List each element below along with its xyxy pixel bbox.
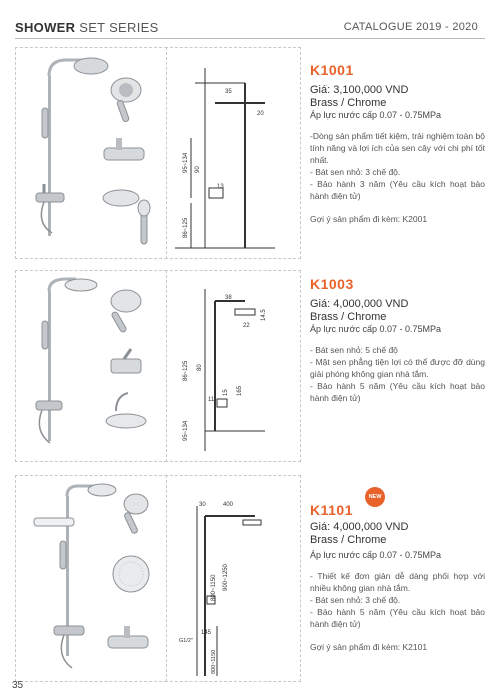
product-1-drawing-panel [165,47,301,259]
dim-label-145: 145 [201,630,212,636]
handheld-detail-head [138,200,150,216]
series-title-bold: SHOWER [15,20,76,35]
dim-label-15: 15 [223,389,229,396]
rain-head-detail [103,190,139,206]
product-2-material: Brass / Chrome [310,311,387,323]
product-3-model: K1101 [310,502,353,518]
product-3-shower-image [16,476,166,681]
dim-label-400: 400 [223,502,234,508]
product-1-description [310,130,485,202]
product-1-desc-line: - Bát sen nhỏ: 3 chế độ. [310,167,401,177]
hand-shower-small [42,108,48,138]
series-title-rest: SET SERIES [75,20,159,35]
product-3-desc-line: - Bát sen nhỏ: 3 chế độ. [310,595,401,605]
mixer-detail [111,359,141,373]
product-2-desc-line: - Bảo hành 5 năm (Yêu cầu kích hoạt bảo hành điện tử) [310,381,485,403]
dim-label-g12: G1/2" [179,638,193,644]
riser-pipe [48,76,51,236]
drawing-head [235,309,255,315]
mixer-detail-lever [124,626,130,638]
product-1-pressure: Áp lực nước cấp 0.07 - 0.75MPa [310,110,442,120]
hand-shower-handle [111,311,127,333]
product-2-shower-image [16,271,166,461]
product-2-price: Giá: 4,000,000 VND [310,298,409,310]
product-3-tech-drawing [165,476,300,681]
dim-label-80: 80 [197,364,203,371]
header-divider [15,38,485,39]
product-1-shower-image [16,48,166,258]
product-1-price: Giá: 3,100,000 VND [310,84,409,96]
rain-head-detail-arm [116,393,128,411]
dim-label-11: 11 [208,397,215,403]
product-1-photo-panel [15,47,167,259]
product-3-suggestion: Gợi ý sản phẩm đi kèm: K2101 [310,642,428,652]
mixer-body [36,401,62,410]
product-3-price: Giá: 4,000,000 VND [310,521,409,533]
product-1-material: Brass / Chrome [310,97,387,109]
dim-label-14-5: 14.5 [261,309,267,321]
product-2-details [310,276,485,404]
product-1-desc-line: -Dòng sản phẩm tiết kiệm, trải nghiệm toàn bộ tính năng và lợi ích của sen cây với chi phí tốt nhất. [310,131,485,165]
product-3-material: Brass / Chrome [310,534,387,546]
rain-head [74,58,108,74]
page-header [0,0,500,38]
product-3-description [310,570,485,630]
hand-shower-small [60,541,66,569]
product-3-desc-line: - Thiết kế đơn giản dễ dàng phối hợp với nhiều không gian nhà tắm. [310,571,485,593]
product-1-suggestion: Gợi ý sản phẩm đi kèm: K2001 [310,214,428,224]
shelf [34,518,74,526]
product-3-pressure: Áp lực nước cấp 0.07 - 0.75MPa [310,550,442,560]
hand-shower-handle [124,512,139,534]
dim-label-95-134: 95~134 [183,420,189,441]
product-2-tech-drawing [165,271,300,461]
product-1-model: K1001 [310,62,354,78]
product-2-pressure: Áp lực nước cấp 0.07 - 0.75MPa [310,324,442,334]
drawing-mixer [217,399,227,407]
riser-pipe [48,291,51,441]
product-2-desc-line: - Bát sen nhỏ: 5 chế độ [310,345,398,355]
dim-label-13: 13 [217,184,224,190]
dim-label-30: 30 [199,502,206,508]
dim-label-86-125: 86~125 [183,217,189,238]
hand-shower-detail [124,494,148,514]
dim-label-86-125: 86~125 [183,360,189,381]
product-3-photo-panel [15,475,167,682]
product-2-desc-line: - Mặt sen phẳng tiện lợi có thể được đỡ dùng giải phóng không gian nhà tắm. [310,357,485,379]
mixer-detail [104,148,144,160]
dim-label-800-1150-bottom: 800~1150 [211,649,217,674]
hand-shower-detail [111,290,141,312]
product-3-details [310,502,485,652]
mixer-detail-lever [124,349,131,359]
product-3-desc-line: - Bảo hành 5 năm (Yêu cầu kích hoạt bảo hành điện tử) [310,607,485,629]
dim-label-22: 22 [243,323,250,329]
product-3-drawing-panel [165,475,301,682]
rain-head [88,484,116,496]
rain-head [65,279,97,291]
drawing-head [243,520,261,525]
product-2-model: K1003 [310,276,354,292]
hand-shower-handle [116,100,129,123]
page-number: 35 [12,680,24,691]
product-2-description [310,344,485,404]
series-title [15,20,159,35]
dim-label-90: 90 [195,166,201,173]
nozzle-face [119,83,133,97]
new-badge: NEW [365,487,385,507]
mixer-body [36,193,64,202]
dim-label-35: 35 [225,89,232,95]
product-1-desc-line: - Bảo hành 3 năm (Yêu cầu kích hoạt bảo hành điện tử) [310,179,485,201]
rain-head-detail [113,556,149,592]
product-2-photo-panel [15,270,167,462]
dim-label-165: 165 [237,385,243,396]
dim-label-900-1250: 900~1250 [223,564,229,591]
mixer-body [54,626,84,635]
hand-shower-small [42,321,48,349]
dim-label-800-1150: 800~1150 [211,574,217,601]
catalogue-label: CATALOGUE 2019 - 2020 [343,21,478,33]
product-1-tech-drawing [165,48,300,258]
mixer-detail-lever [116,138,122,150]
rain-head-detail [106,414,146,428]
dim-label-20: 20 [257,111,264,117]
product-2-drawing-panel [165,270,301,462]
dim-label-38: 38 [225,295,232,301]
product-1-details [310,62,485,224]
dim-label-95-134: 95~134 [183,152,189,173]
